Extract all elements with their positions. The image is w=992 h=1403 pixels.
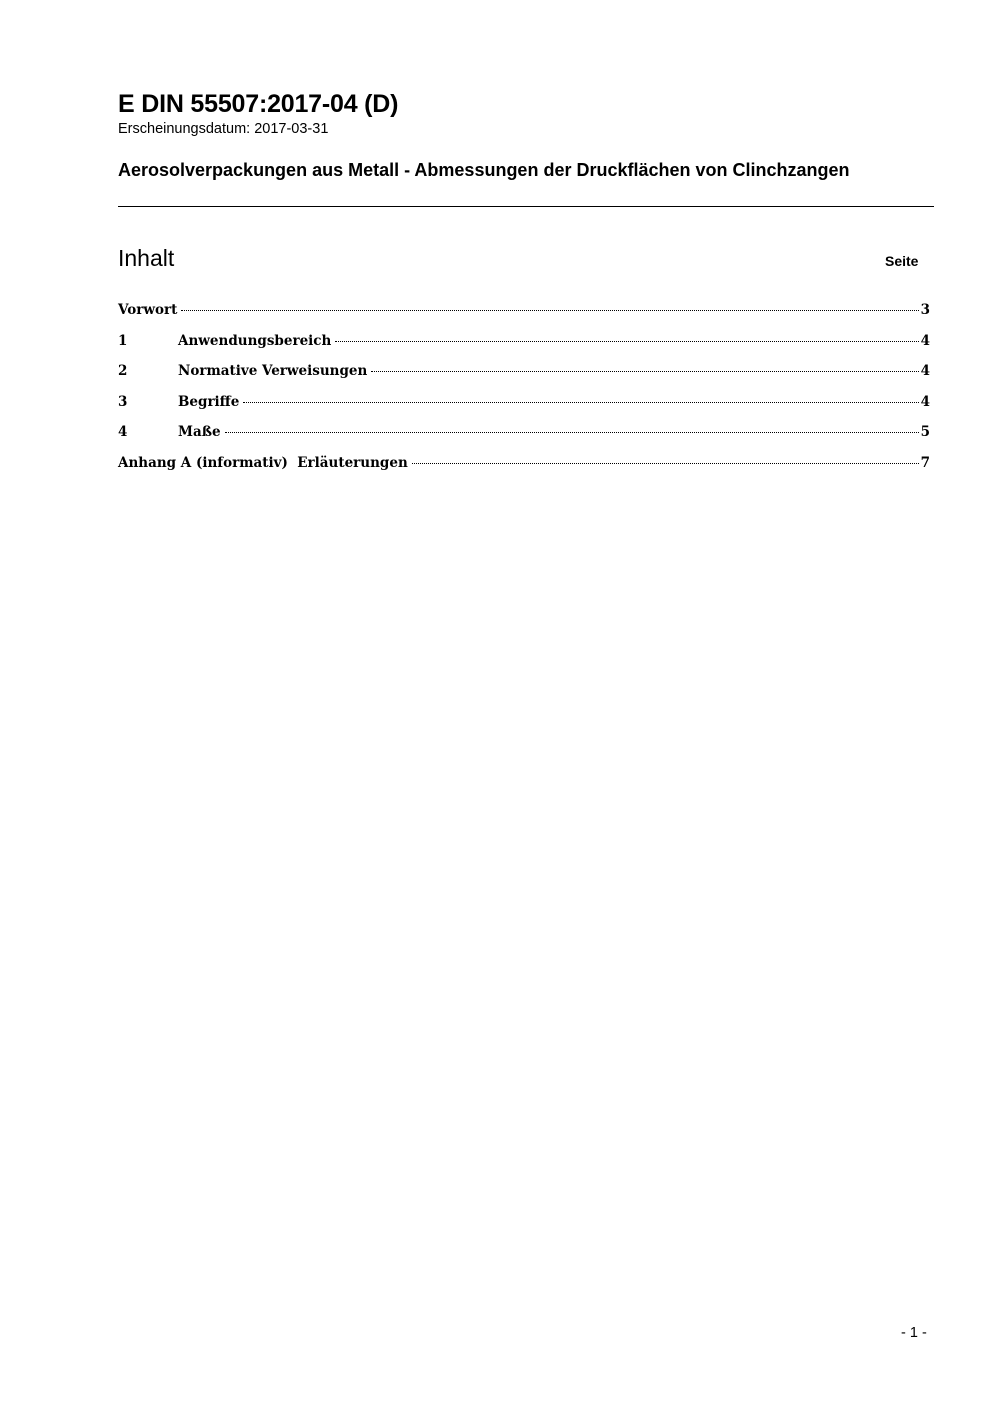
title-divider xyxy=(118,206,934,207)
toc-page-column-label: Seite xyxy=(885,253,919,269)
table-of-contents xyxy=(118,302,930,485)
page-number: - 1 - xyxy=(901,1325,927,1341)
toc-entry-masse[interactable] xyxy=(118,424,930,455)
toc-entry-title: Begriffe xyxy=(178,393,240,410)
toc-entry-title: Anwendungsbereich xyxy=(178,332,332,349)
toc-entry-anhang-a[interactable] xyxy=(118,455,930,486)
toc-entry-title: Anhang A (informativ) Erläuterungen xyxy=(118,454,408,471)
toc-entry-normative-verweisungen[interactable] xyxy=(118,363,930,394)
toc-leader-dots xyxy=(243,402,918,403)
toc-entry-title: Normative Verweisungen xyxy=(178,363,368,379)
toc-entry-page: 5 xyxy=(920,424,930,440)
toc-entry-page: 7 xyxy=(920,454,930,471)
toc-entry-number: 4 xyxy=(118,424,128,440)
toc-entry-title: Vorwort xyxy=(118,302,178,318)
toc-entry-vorwort[interactable] xyxy=(118,302,930,333)
toc-entry-number: 2 xyxy=(118,363,128,379)
toc-entry-title: Maße xyxy=(178,424,221,440)
toc-entry-begriffe[interactable] xyxy=(118,394,930,425)
toc-entry-page: 3 xyxy=(920,302,930,318)
toc-leader-dots xyxy=(225,432,919,433)
toc-leader-dots xyxy=(371,371,918,372)
toc-entry-page: 4 xyxy=(920,332,930,349)
document-title: Aerosolverpackungen aus Metall - Abmessungen der Druckflächen von Clinchzangen xyxy=(118,160,850,180)
toc-entry-number: 3 xyxy=(118,393,128,410)
toc-leader-dots xyxy=(412,463,919,464)
toc-entry-page: 4 xyxy=(920,393,930,410)
toc-entry-anwendungsbereich[interactable] xyxy=(118,333,930,364)
toc-leader-dots xyxy=(181,310,918,311)
toc-entry-page: 4 xyxy=(920,363,930,379)
toc-leader-dots xyxy=(335,341,918,342)
publication-date: Erscheinungsdatum: 2017-03-31 xyxy=(118,121,329,137)
doc-id: E DIN 55507:2017-04 (D) xyxy=(118,90,399,118)
toc-entry-number: 1 xyxy=(118,332,128,349)
toc-heading: Inhalt xyxy=(118,245,175,271)
